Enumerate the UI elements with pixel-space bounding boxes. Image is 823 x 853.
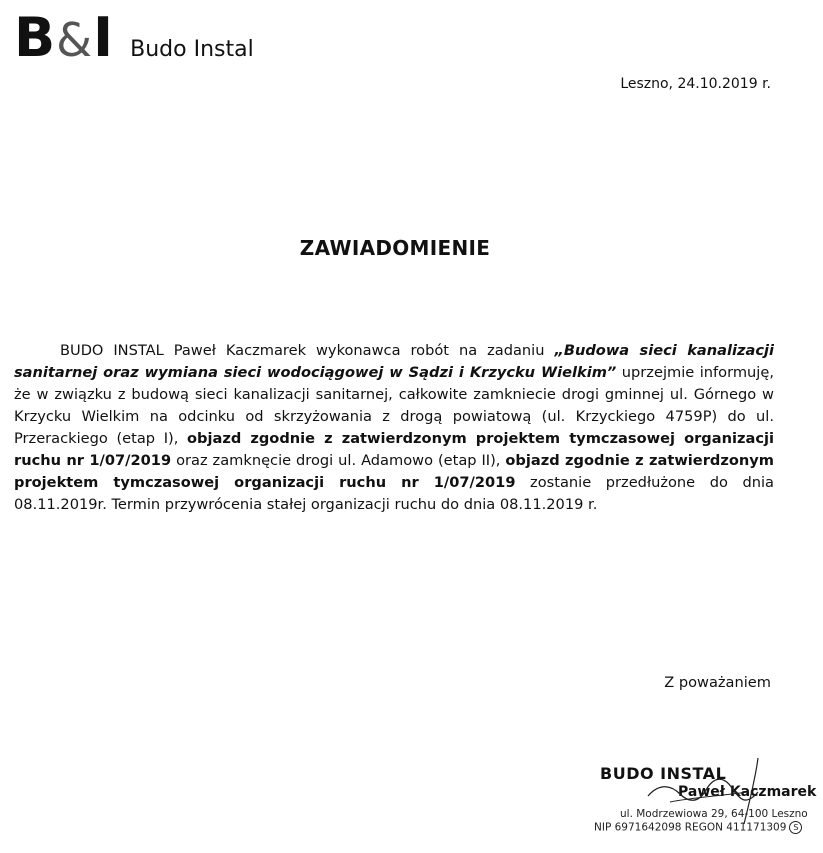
stamp-address: ul. Modrzewiowa 29, 64-100 Leszno [620,808,808,820]
detour-stage-1: objazd zgodnie z zatwierdzonym projektem tymczasowej organizacji ruchu nr 1/07/2019 [14,430,774,469]
detour-stage-2: objazd zgodnie z zatwierdzonym projektem tymczasowej organizacji ruchu nr 1/07/2019 [14,452,774,491]
place-date: Leszno, 24.10.2019 r. [620,76,771,92]
task-name: „Budowa sieci kanalizacji sanitarnej oraz wymiana sieci wodociągowej w Sądzi i Krzycku Wielkim” [14,342,774,381]
body-intro: BUDO INSTAL Paweł Kaczmarek wykonawca robót na zadaniu [60,342,555,359]
body-closure-info: uprzejmie informuję, że w związku z budową sieci kanalizacji sanitarnej, całkowite zamkniecie drogi gminnej ul. Górnego w Krzycku Wielkim na odcinku od skrzyżowania z drogą powiatową (ul. Krzyckiego 4759P) do ul. Przerackiego (etap I), [14,364,774,447]
stamp-seal-icon: S [789,821,802,834]
stamp-tax-ids: NIP 6971642098 REGON 411171309 S [594,821,802,834]
stamp-person-name: Paweł Kaczmarek [678,784,817,800]
body-stage-2: oraz zamknęcie drogi ul. Adamowo (etap II), [171,452,506,469]
company-stamp [594,764,818,844]
logo-mark: B&I [14,6,113,69]
document-title: ZAWIADOMIENIE [299,236,491,260]
body-extension: zostanie przedłużone do dnia 08.11.2019r. Termin przywrócenia stałej organizacji ruchu do dnia 08.11.2019 r. [14,474,775,513]
logo-company-name: Budo Instal [130,37,254,62]
stamp-company-name: BUDO INSTAL [600,764,727,783]
company-logo [14,8,254,70]
closing-salutation: Z poważaniem [664,674,771,691]
notice-body [14,340,774,516]
